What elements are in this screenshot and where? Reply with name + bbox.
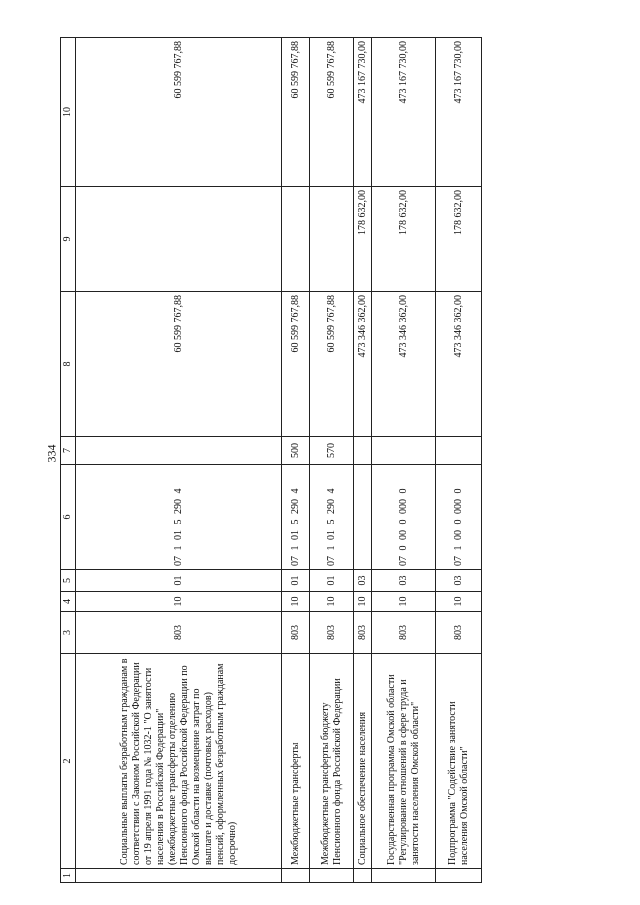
amount-cell: 60 599 767,88 — [310, 292, 354, 437]
table-row — [76, 38, 282, 883]
section-code-cell: 10 — [282, 592, 310, 612]
section-code-cell: 10 — [372, 592, 436, 612]
item-name-cell: Государственная программа Омской области "Регулирование отношений в сфере труда и занятости населения Омской области" — [372, 654, 436, 869]
change-cell: 178 632,00 — [372, 187, 436, 292]
change-cell: 178 632,00 — [354, 187, 372, 292]
table-row — [282, 38, 310, 883]
expense-type-cell — [354, 437, 372, 465]
expense-type-cell: 500 — [282, 437, 310, 465]
target-article-cell: 07 1 01 5 290 4 — [282, 465, 310, 570]
rotated-budget-table-wrapper — [60, 38, 480, 883]
target-article-cell — [354, 465, 372, 570]
row-index-cell — [372, 869, 436, 883]
item-name-cell: Социальное обеспечение населения — [354, 654, 372, 869]
ministry-code-cell: 803 — [76, 612, 282, 654]
row-index-cell — [310, 869, 354, 883]
column-header: 5 — [61, 570, 76, 592]
section-code-cell: 10 — [354, 592, 372, 612]
table-row — [310, 38, 354, 883]
amount-cell: 473 346 362,00 — [372, 292, 436, 437]
amount-cell: 473 346 362,00 — [354, 292, 372, 437]
change-cell — [76, 187, 282, 292]
ministry-code-cell: 803 — [310, 612, 354, 654]
change-cell — [282, 187, 310, 292]
total-cell: 473 167 730,00 — [436, 38, 482, 187]
page-number: 334 — [44, 444, 59, 463]
row-index-cell — [354, 869, 372, 883]
column-header: 6 — [61, 465, 76, 570]
item-name-cell: Межбюджетные трансферты бюджету Пенсионного фонда Российской Федерации — [310, 654, 354, 869]
expense-type-cell: 570 — [310, 437, 354, 465]
item-name-cell: Подпрограмма "Содействие занятости населения Омской области" — [436, 654, 482, 869]
row-index-cell — [436, 869, 482, 883]
ministry-code-cell: 803 — [282, 612, 310, 654]
amount-cell: 60 599 767,88 — [76, 292, 282, 437]
item-name-cell: Межбюджетные трансферты — [282, 654, 310, 869]
subsection-code-cell: 03 — [354, 570, 372, 592]
row-index-cell — [282, 869, 310, 883]
target-article-cell: 07 1 01 5 290 4 — [76, 465, 282, 570]
total-cell: 60 599 767,88 — [310, 38, 354, 187]
item-name-cell: Социальные выплаты безработным гражданам в соответствии с Законом Российской Федерации от 19 апреля 1991 года № 1032-1 "О занятости населения в Российской Федерации" (межбюджетные трансферты отделению Пенсионного фонда Российской Федерации по Омской области на возмещение затрат по выплате и доставке (почтовых расходов) пенсий, оформленных безработным гражданам досрочно) — [76, 654, 282, 869]
change-cell — [310, 187, 354, 292]
column-number-row — [61, 38, 76, 883]
section-code-cell: 10 — [310, 592, 354, 612]
change-cell: 178 632,00 — [436, 187, 482, 292]
ministry-code-cell: 803 — [354, 612, 372, 654]
column-header: 10 — [61, 38, 76, 187]
target-article-cell: 07 0 00 0 000 0 — [372, 465, 436, 570]
target-article-cell: 07 1 01 5 290 4 — [310, 465, 354, 570]
target-article-cell: 07 1 00 0 000 0 — [436, 465, 482, 570]
column-header: 4 — [61, 592, 76, 612]
section-code-cell: 10 — [436, 592, 482, 612]
amount-cell: 473 346 362,00 — [436, 292, 482, 437]
table-row — [354, 38, 372, 883]
total-cell: 60 599 767,88 — [282, 38, 310, 187]
table-row — [372, 38, 436, 883]
ministry-code-cell: 803 — [436, 612, 482, 654]
column-header: 9 — [61, 187, 76, 292]
subsection-code-cell: 01 — [310, 570, 354, 592]
subsection-code-cell: 01 — [282, 570, 310, 592]
section-code-cell: 10 — [76, 592, 282, 612]
total-cell: 473 167 730,00 — [354, 38, 372, 187]
expense-type-cell — [372, 437, 436, 465]
expense-type-cell — [76, 437, 282, 465]
column-header: 2 — [61, 654, 76, 869]
column-header: 3 — [61, 612, 76, 654]
subsection-code-cell: 01 — [76, 570, 282, 592]
amount-cell: 60 599 767,88 — [282, 292, 310, 437]
column-header: 1 — [61, 869, 76, 883]
column-header: 7 — [61, 437, 76, 465]
subsection-code-cell: 03 — [436, 570, 482, 592]
row-index-cell — [76, 869, 282, 883]
total-cell: 60 599 767,88 — [76, 38, 282, 187]
expense-type-cell — [436, 437, 482, 465]
table-row — [436, 38, 482, 883]
column-header: 8 — [61, 292, 76, 437]
subsection-code-cell: 03 — [372, 570, 436, 592]
ministry-code-cell: 803 — [372, 612, 436, 654]
total-cell: 473 167 730,00 — [372, 38, 436, 187]
budget-table — [60, 37, 482, 883]
